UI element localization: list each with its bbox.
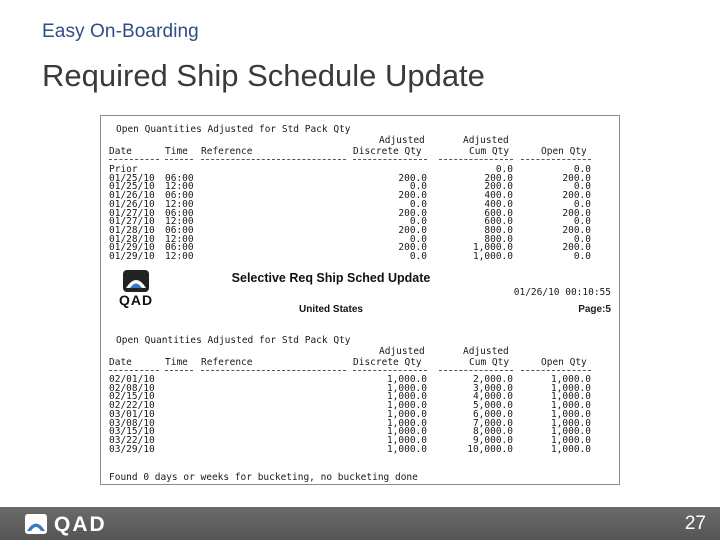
row-discrete-qty: 1,000.0 [386, 391, 427, 403]
row-cum-qty: 800.0 [484, 233, 513, 245]
col-discrete-top-1: Adjusted [379, 135, 425, 146]
row-time: 12:00 [165, 198, 194, 210]
col-discrete-top-2: Adjusted [379, 346, 425, 357]
col-discrete-1: Discrete Qty [353, 146, 422, 157]
row-open-qty: 200.0 [562, 242, 591, 254]
row-cum-qty: 400.0 [484, 190, 513, 202]
row-date: 01/26/10 [109, 190, 155, 202]
row-date: 01/28/10 [109, 224, 155, 236]
row-discrete-qty: 1,000.0 [386, 417, 427, 429]
row-open-qty: 0.0 [573, 233, 591, 245]
row-discrete-qty: 0.0 [409, 251, 427, 262]
underline [439, 159, 513, 160]
report-run-datetime: 01/26/10 00:10:55 [513, 287, 611, 298]
row-cum-qty: 600.0 [484, 216, 513, 228]
row-cum-qty: 200.0 [484, 172, 513, 184]
row-cum-qty: 1,000.0 [472, 251, 513, 262]
row-open-qty: 1,000.0 [550, 434, 591, 446]
row-discrete-qty: 1,000.0 [386, 408, 427, 420]
row-time: 06:00 [165, 242, 194, 254]
row-discrete-qty: 1,000.0 [386, 426, 427, 438]
underline [521, 370, 591, 371]
row-date: 03/29/10 [109, 443, 155, 455]
row-date: 01/25/10 [109, 181, 155, 193]
row-discrete-qty: 200.0 [398, 207, 427, 219]
row-discrete-qty: 0.0 [409, 233, 427, 245]
col-cum-top-2: Adjusted [463, 346, 509, 357]
col-time-2: Time [165, 357, 188, 368]
row-cum-qty: 600.0 [484, 207, 513, 219]
row-discrete-qty: 1,000.0 [386, 400, 427, 412]
slide-kicker: Easy On-Boarding [42, 21, 199, 42]
row-cum-qty: 5,000.0 [472, 400, 513, 412]
row-date: 01/29/10 [109, 242, 155, 254]
underline [439, 370, 513, 371]
row-cum-qty: 9,000.0 [472, 434, 513, 446]
row-time: 12:00 [165, 251, 194, 262]
underline [109, 370, 159, 371]
row-date: 01/26/10 [109, 198, 155, 210]
row-open-qty: 200.0 [562, 224, 591, 236]
row-open-qty: 1,000.0 [550, 391, 591, 403]
row-discrete-qty: 200.0 [398, 190, 427, 202]
col-reference-1: Reference [201, 146, 253, 157]
row-open-qty: 1,000.0 [550, 443, 591, 455]
row-date: 02/01/10 [109, 374, 155, 385]
col-open-1: Open Qty [541, 146, 587, 157]
row-cum-qty: 2,000.0 [472, 374, 513, 385]
underline [201, 159, 346, 160]
report-title: Selective Req Ship Sched Update [231, 271, 431, 285]
slide-title: Required Ship Schedule Update [42, 58, 485, 93]
section-title-2: Open Quantities Adjusted for Std Pack Qty [116, 335, 351, 346]
row-open-qty: 0.0 [573, 164, 591, 175]
row-date: 01/27/10 [109, 216, 155, 228]
slide-page-number: 27 [684, 513, 706, 534]
underline [109, 159, 159, 160]
row-date: 03/08/10 [109, 417, 155, 429]
row-open-qty: 200.0 [562, 172, 591, 184]
qad-logo-icon [123, 270, 149, 292]
row-cum-qty: 6,000.0 [472, 408, 513, 420]
row-date: 01/25/10 [109, 172, 155, 184]
row-cum-qty: 7,000.0 [472, 417, 513, 429]
row-open-qty: 1,000.0 [550, 374, 591, 385]
row-cum-qty: 1,000.0 [472, 242, 513, 254]
col-cum-2: Cum Qty [469, 357, 510, 368]
qad-footer-logo-text: QAD [54, 513, 107, 536]
row-open-qty: 0.0 [573, 181, 591, 193]
row-date: 01/28/10 [109, 233, 155, 245]
row-open-qty: 0.0 [573, 251, 591, 262]
row-open-qty: 200.0 [562, 190, 591, 202]
report-country: United States [299, 304, 363, 315]
row-open-qty: 1,000.0 [550, 417, 591, 429]
row-time: 06:00 [165, 190, 194, 202]
report-screenshot [100, 115, 620, 485]
col-time-1: Time [165, 146, 188, 157]
row-open-qty: 200.0 [562, 207, 591, 219]
row-open-qty: 0.0 [573, 198, 591, 210]
row-open-qty: 1,000.0 [550, 400, 591, 412]
qad-footer-logo-icon [25, 514, 47, 534]
row-date: 01/27/10 [109, 207, 155, 219]
row-date: 02/08/10 [109, 382, 155, 394]
row-cum-qty: 0.0 [495, 164, 513, 175]
underline [165, 159, 193, 160]
row-date: Prior [109, 164, 138, 175]
row-cum-qty: 3,000.0 [472, 382, 513, 394]
row-discrete-qty: 200.0 [398, 224, 427, 236]
row-time: 06:00 [165, 172, 194, 184]
row-open-qty: 1,000.0 [550, 408, 591, 420]
row-time: 12:00 [165, 181, 194, 193]
qad-logo [111, 270, 161, 308]
row-discrete-qty: 1,000.0 [386, 434, 427, 446]
report-page-label: Page:5 [578, 304, 611, 315]
row-discrete-qty: 200.0 [398, 242, 427, 254]
row-discrete-qty: 1,000.0 [386, 382, 427, 394]
row-date: 03/01/10 [109, 408, 155, 420]
row-cum-qty: 4,000.0 [472, 391, 513, 403]
row-cum-qty: 800.0 [484, 224, 513, 236]
row-date: 01/29/10 [109, 251, 155, 262]
underline [165, 370, 193, 371]
row-discrete-qty: 0.0 [409, 216, 427, 228]
row-discrete-qty: 0.0 [409, 181, 427, 193]
col-reference-2: Reference [201, 357, 253, 368]
row-cum-qty: 8,000.0 [472, 426, 513, 438]
underline [201, 370, 346, 371]
col-date-2: Date [109, 357, 132, 368]
row-open-qty: 0.0 [573, 216, 591, 228]
row-date: 03/15/10 [109, 426, 155, 438]
qad-logo-text: QAD [118, 292, 154, 308]
row-cum-qty: 200.0 [484, 181, 513, 193]
section-title-1: Open Quantities Adjusted for Std Pack Qty [116, 124, 351, 135]
slide-footer [0, 507, 720, 540]
row-open-qty: 1,000.0 [550, 426, 591, 438]
underline [521, 159, 591, 160]
row-discrete-qty: 200.0 [398, 172, 427, 184]
underline [353, 370, 427, 371]
report-footnote: Found 0 days or weeks for bucketing, no bucketing done [109, 472, 418, 483]
underline [353, 159, 427, 160]
col-open-2: Open Qty [541, 357, 587, 368]
row-date: 02/15/10 [109, 391, 155, 403]
col-cum-1: Cum Qty [469, 146, 510, 157]
row-discrete-qty: 1,000.0 [386, 374, 427, 385]
row-discrete-qty: 0.0 [409, 198, 427, 210]
col-cum-top-1: Adjusted [463, 135, 509, 146]
row-time: 06:00 [165, 207, 194, 219]
row-time: 12:00 [165, 233, 194, 245]
row-discrete-qty: 1,000.0 [386, 443, 427, 455]
col-date-1: Date [109, 146, 132, 157]
row-time: 06:00 [165, 224, 194, 236]
row-date: 03/22/10 [109, 434, 155, 446]
row-open-qty: 1,000.0 [550, 382, 591, 394]
row-cum-qty: 10,000.0 [467, 443, 513, 455]
row-time: 12:00 [165, 216, 194, 228]
row-date: 02/22/10 [109, 400, 155, 412]
row-cum-qty: 400.0 [484, 198, 513, 210]
col-discrete-2: Discrete Qty [353, 357, 422, 368]
